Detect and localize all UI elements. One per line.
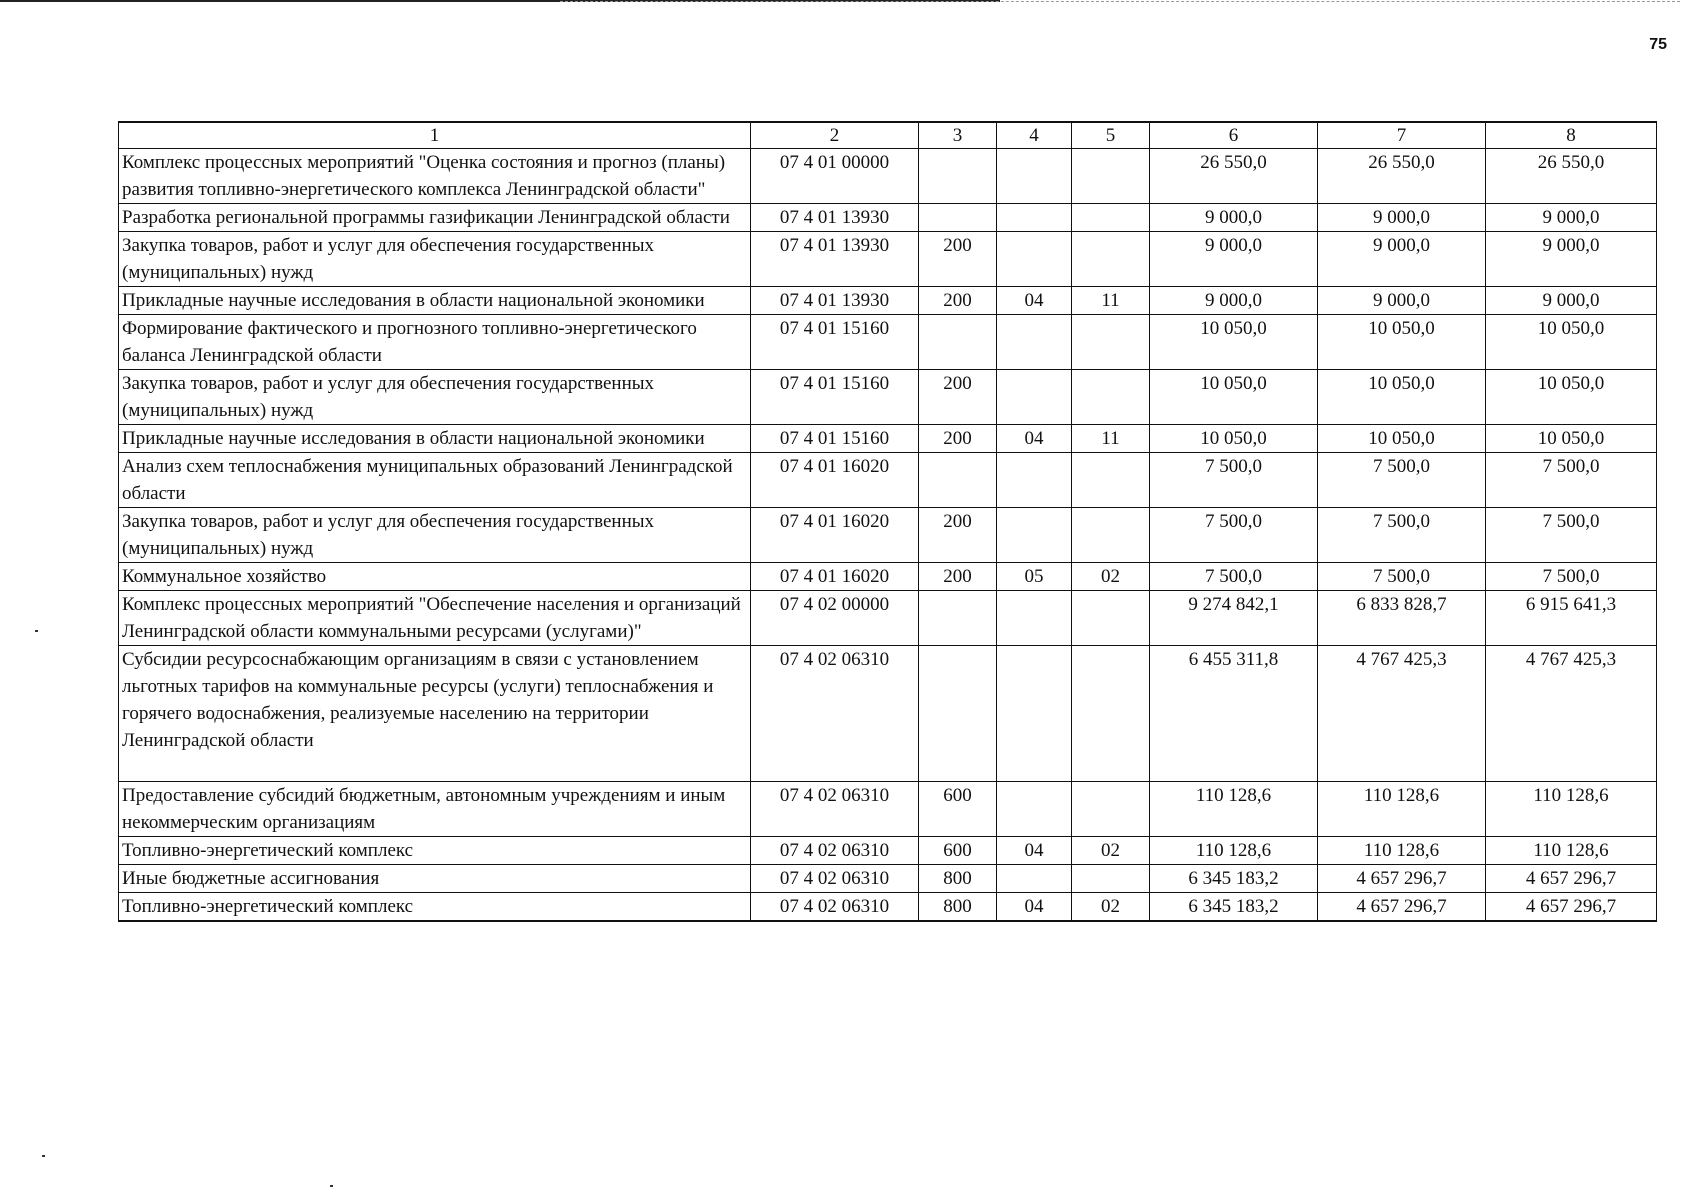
row-code: 07 4 02 00000 bbox=[751, 591, 919, 646]
table-row bbox=[119, 646, 1657, 782]
row-value-8: 6 915 641,3 bbox=[1486, 591, 1657, 646]
row-name: Топливно-энергетический комплекс bbox=[119, 893, 751, 922]
row-col4: 04 bbox=[997, 893, 1072, 922]
row-value-8: 7 500,0 bbox=[1486, 453, 1657, 508]
row-code: 07 4 02 06310 bbox=[751, 837, 919, 865]
row-value-7: 4 657 296,7 bbox=[1318, 865, 1486, 893]
row-value-7: 4 657 296,7 bbox=[1318, 893, 1486, 922]
header-cell-8: 8 bbox=[1486, 122, 1657, 149]
row-value-6: 10 050,0 bbox=[1150, 425, 1318, 453]
row-col3 bbox=[919, 646, 997, 782]
table-row bbox=[119, 232, 1657, 287]
table-row bbox=[119, 591, 1657, 646]
row-code: 07 4 01 16020 bbox=[751, 453, 919, 508]
row-value-7: 10 050,0 bbox=[1318, 425, 1486, 453]
row-col5 bbox=[1072, 646, 1150, 782]
page-number: 75 bbox=[1649, 36, 1667, 53]
row-col5 bbox=[1072, 591, 1150, 646]
row-col4 bbox=[997, 508, 1072, 563]
row-col5: 02 bbox=[1072, 893, 1150, 922]
row-col3: 200 bbox=[919, 287, 997, 315]
row-col5 bbox=[1072, 370, 1150, 425]
row-value-8: 110 128,6 bbox=[1486, 837, 1657, 865]
row-value-6: 110 128,6 bbox=[1150, 782, 1318, 837]
table-header-row bbox=[119, 122, 1657, 149]
table-row bbox=[119, 149, 1657, 204]
row-col4: 05 bbox=[997, 563, 1072, 591]
row-name: Анализ схем теплоснабжения муниципальных образований Ленинградской области bbox=[119, 453, 751, 508]
row-code: 07 4 01 16020 bbox=[751, 508, 919, 563]
row-value-7: 4 767 425,3 bbox=[1318, 646, 1486, 782]
row-col4: 04 bbox=[997, 837, 1072, 865]
row-code: 07 4 01 13930 bbox=[751, 232, 919, 287]
row-value-6: 9 000,0 bbox=[1150, 287, 1318, 315]
row-col4 bbox=[997, 646, 1072, 782]
row-col4 bbox=[997, 782, 1072, 837]
row-col5: 11 bbox=[1072, 287, 1150, 315]
scan-speck bbox=[330, 1185, 333, 1187]
table-row bbox=[119, 508, 1657, 563]
row-col4 bbox=[997, 370, 1072, 425]
row-value-6: 10 050,0 bbox=[1150, 315, 1318, 370]
row-col4 bbox=[997, 149, 1072, 204]
row-col5 bbox=[1072, 232, 1150, 287]
row-name: Закупка товаров, работ и услуг для обеспечения государственных (муниципальных) нужд bbox=[119, 508, 751, 563]
row-col3: 600 bbox=[919, 837, 997, 865]
row-code: 07 4 01 15160 bbox=[751, 370, 919, 425]
row-col3: 200 bbox=[919, 425, 997, 453]
row-col4: 04 bbox=[997, 425, 1072, 453]
row-value-6: 9 274 842,1 bbox=[1150, 591, 1318, 646]
scan-speck bbox=[35, 630, 38, 632]
table-row bbox=[119, 453, 1657, 508]
row-value-8: 10 050,0 bbox=[1486, 315, 1657, 370]
row-value-8: 10 050,0 bbox=[1486, 370, 1657, 425]
row-code: 07 4 02 06310 bbox=[751, 646, 919, 782]
row-value-7: 110 128,6 bbox=[1318, 782, 1486, 837]
row-value-8: 110 128,6 bbox=[1486, 782, 1657, 837]
row-value-6: 6 345 183,2 bbox=[1150, 893, 1318, 922]
row-name: Закупка товаров, работ и услуг для обеспечения государственных (муниципальных) нужд bbox=[119, 232, 751, 287]
row-value-7: 10 050,0 bbox=[1318, 370, 1486, 425]
row-name: Комплекс процессных мероприятий "Обеспечение населения и организаций Ленинградской области коммунальными ресурсами (услугами)" bbox=[119, 591, 751, 646]
header-cell-3: 3 bbox=[919, 122, 997, 149]
row-col5 bbox=[1072, 149, 1150, 204]
row-name: Предоставление субсидий бюджетным, автономным учреждениям и иным некоммерческим организациям bbox=[119, 782, 751, 837]
row-value-7: 7 500,0 bbox=[1318, 508, 1486, 563]
row-code: 07 4 02 06310 bbox=[751, 865, 919, 893]
table-row bbox=[119, 204, 1657, 232]
budget-table bbox=[118, 121, 1657, 922]
row-name: Формирование фактического и прогнозного топливно-энергетического баланса Ленинградской области bbox=[119, 315, 751, 370]
table-row bbox=[119, 563, 1657, 591]
header-cell-1: 1 bbox=[119, 122, 751, 149]
row-value-6: 7 500,0 bbox=[1150, 508, 1318, 563]
row-value-7: 110 128,6 bbox=[1318, 837, 1486, 865]
row-col3: 200 bbox=[919, 370, 997, 425]
row-value-8: 26 550,0 bbox=[1486, 149, 1657, 204]
row-col5 bbox=[1072, 782, 1150, 837]
row-name: Разработка региональной программы газификации Ленинградской области bbox=[119, 204, 751, 232]
row-value-8: 4 657 296,7 bbox=[1486, 893, 1657, 922]
row-value-7: 9 000,0 bbox=[1318, 287, 1486, 315]
row-col4 bbox=[997, 865, 1072, 893]
row-value-7: 10 050,0 bbox=[1318, 315, 1486, 370]
row-col3 bbox=[919, 149, 997, 204]
header-cell-4: 4 bbox=[997, 122, 1072, 149]
row-col5 bbox=[1072, 204, 1150, 232]
table-row bbox=[119, 370, 1657, 425]
row-value-6: 6 345 183,2 bbox=[1150, 865, 1318, 893]
row-value-8: 9 000,0 bbox=[1486, 232, 1657, 287]
table-row bbox=[119, 287, 1657, 315]
row-code: 07 4 01 16020 bbox=[751, 563, 919, 591]
table-row bbox=[119, 315, 1657, 370]
row-col4 bbox=[997, 453, 1072, 508]
row-value-8: 4 767 425,3 bbox=[1486, 646, 1657, 782]
row-col3: 200 bbox=[919, 563, 997, 591]
row-name: Прикладные научные исследования в области национальной экономики bbox=[119, 425, 751, 453]
table-row bbox=[119, 865, 1657, 893]
row-value-6: 7 500,0 bbox=[1150, 453, 1318, 508]
row-col4 bbox=[997, 315, 1072, 370]
header-cell-5: 5 bbox=[1072, 122, 1150, 149]
row-code: 07 4 01 13930 bbox=[751, 287, 919, 315]
row-col5 bbox=[1072, 315, 1150, 370]
row-code: 07 4 02 06310 bbox=[751, 782, 919, 837]
row-value-8: 9 000,0 bbox=[1486, 287, 1657, 315]
row-value-7: 7 500,0 bbox=[1318, 453, 1486, 508]
row-col3 bbox=[919, 591, 997, 646]
row-code: 07 4 02 06310 bbox=[751, 893, 919, 922]
row-value-6: 110 128,6 bbox=[1150, 837, 1318, 865]
row-col4: 04 bbox=[997, 287, 1072, 315]
row-value-6: 9 000,0 bbox=[1150, 204, 1318, 232]
row-name: Прикладные научные исследования в области национальной экономики bbox=[119, 287, 751, 315]
row-code: 07 4 01 15160 bbox=[751, 425, 919, 453]
row-value-8: 4 657 296,7 bbox=[1486, 865, 1657, 893]
row-value-8: 7 500,0 bbox=[1486, 508, 1657, 563]
row-col5: 02 bbox=[1072, 563, 1150, 591]
row-value-6: 9 000,0 bbox=[1150, 232, 1318, 287]
row-col4 bbox=[997, 204, 1072, 232]
row-col5: 11 bbox=[1072, 425, 1150, 453]
row-value-6: 7 500,0 bbox=[1150, 563, 1318, 591]
row-col3: 200 bbox=[919, 232, 997, 287]
row-value-7: 26 550,0 bbox=[1318, 149, 1486, 204]
row-value-6: 6 455 311,8 bbox=[1150, 646, 1318, 782]
row-col5: 02 bbox=[1072, 837, 1150, 865]
row-col5 bbox=[1072, 865, 1150, 893]
header-cell-6: 6 bbox=[1150, 122, 1318, 149]
row-col3: 200 bbox=[919, 508, 997, 563]
row-code: 07 4 01 13930 bbox=[751, 204, 919, 232]
table-row bbox=[119, 425, 1657, 453]
row-col3: 800 bbox=[919, 893, 997, 922]
row-col3 bbox=[919, 453, 997, 508]
row-name: Субсидии ресурсоснабжающим организациям в связи с установлением льготных тарифов на коммунальные ресурсы (услуги) теплоснабжения и горячего водоснабжения, реализуемые населению на территории Ленинградской области bbox=[119, 646, 751, 782]
header-cell-2: 2 bbox=[751, 122, 919, 149]
table-row bbox=[119, 837, 1657, 865]
row-name: Топливно-энергетический комплекс bbox=[119, 837, 751, 865]
row-value-6: 26 550,0 bbox=[1150, 149, 1318, 204]
row-col3: 600 bbox=[919, 782, 997, 837]
scan-speck bbox=[42, 1155, 45, 1157]
row-value-7: 6 833 828,7 bbox=[1318, 591, 1486, 646]
row-value-7: 7 500,0 bbox=[1318, 563, 1486, 591]
row-code: 07 4 01 00000 bbox=[751, 149, 919, 204]
row-name: Иные бюджетные ассигнования bbox=[119, 865, 751, 893]
row-name: Коммунальное хозяйство bbox=[119, 563, 751, 591]
row-col4 bbox=[997, 232, 1072, 287]
row-value-6: 10 050,0 bbox=[1150, 370, 1318, 425]
row-col3 bbox=[919, 315, 997, 370]
row-name: Комплекс процессных мероприятий "Оценка состояния и прогноз (планы) развития топливно-энергетического комплекса Ленинградской области" bbox=[119, 149, 751, 204]
row-col3 bbox=[919, 204, 997, 232]
row-value-8: 10 050,0 bbox=[1486, 425, 1657, 453]
row-col3: 800 bbox=[919, 865, 997, 893]
row-col4 bbox=[997, 591, 1072, 646]
row-value-7: 9 000,0 bbox=[1318, 232, 1486, 287]
top-scan-line bbox=[560, 1, 1680, 2]
header-cell-7: 7 bbox=[1318, 122, 1486, 149]
row-value-8: 7 500,0 bbox=[1486, 563, 1657, 591]
row-code: 07 4 01 15160 bbox=[751, 315, 919, 370]
row-value-7: 9 000,0 bbox=[1318, 204, 1486, 232]
table-row bbox=[119, 893, 1657, 922]
row-value-8: 9 000,0 bbox=[1486, 204, 1657, 232]
row-col5 bbox=[1072, 508, 1150, 563]
row-col5 bbox=[1072, 453, 1150, 508]
row-name: Закупка товаров, работ и услуг для обеспечения государственных (муниципальных) нужд bbox=[119, 370, 751, 425]
table-row bbox=[119, 782, 1657, 837]
